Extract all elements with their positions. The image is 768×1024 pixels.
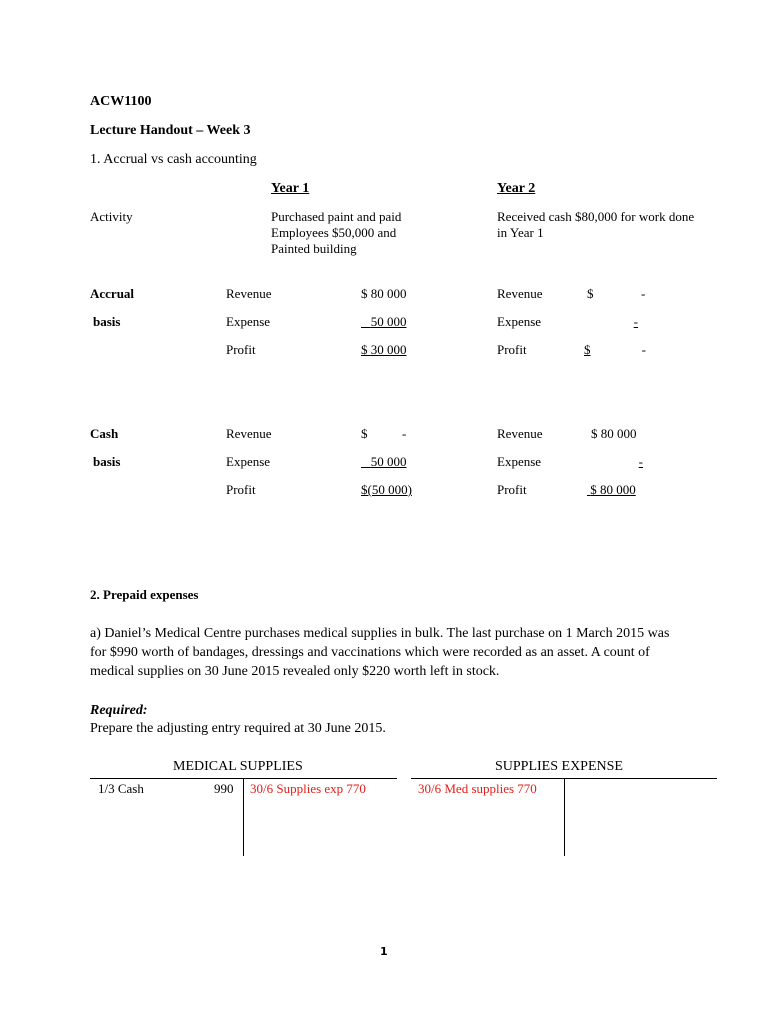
accrual-y1-profit: $ 30 000 (361, 342, 407, 357)
accrual-y1-revenue-label: Revenue (226, 286, 272, 301)
accrual-basis-label: basis (93, 314, 121, 329)
cash-y1-revenue-label: Revenue (226, 426, 272, 441)
page-number: 1 (380, 945, 388, 958)
accrual-y2-revenue-label: Revenue (497, 286, 543, 301)
year1-label: Year 1 (271, 181, 310, 196)
cash-y2-expense: - (638, 454, 643, 469)
required-label: Required: (90, 703, 148, 718)
accrual-y2-revenue-dollar: $ (587, 286, 594, 301)
cash-y2-revenue: $ 80 000 (591, 426, 637, 441)
handout-title: Lecture Handout – Week 3 (90, 123, 251, 138)
t-account-divider (564, 778, 565, 856)
required-text: Prepare the adjusting entry required at 30 June 2015. (90, 721, 386, 736)
cash-basis-label: basis (93, 454, 121, 469)
accrual-y2-revenue: - (641, 286, 646, 301)
cash-y1-revenue: - (402, 426, 407, 441)
section2-heading: 2. Prepaid expenses (90, 587, 199, 602)
cash-y2-profit: $ 80 000 (590, 482, 636, 497)
accrual-label: Accrual (90, 286, 135, 301)
cash-y2-profit-label: Profit (497, 482, 527, 497)
cash-y1-expense: 50 000 (370, 454, 407, 469)
year2-label: Year 2 (497, 181, 536, 196)
t-account-divider (243, 778, 244, 856)
t-account-credit-entry: 30/6 Supplies exp 770 (250, 781, 366, 796)
section2-paragraph: a) Daniel’s Medical Centre purchases medical supplies in bulk. The last purchase on 1 March 2015 was for $990 worth of bandages, dressings and vaccinations which were recorded as an asset. A count of medical supplies on 30 June 2015 revealed only $220 worth left in stock. (90, 626, 670, 679)
course-code: ACW1100 (90, 94, 152, 109)
t-account-debit-entry: 1/3 Cash (98, 781, 144, 796)
accrual-y2-profit: $ - (584, 342, 646, 357)
accrual-y1-revenue: $ 80 000 (361, 286, 407, 301)
accrual-y2-expense: - (633, 314, 638, 329)
cash-y1-expense-label: Expense (226, 454, 271, 469)
cash-y1-profit: $(50 000) (361, 482, 412, 497)
t-account-debit-amount: 990 (214, 781, 234, 796)
t-account-debit-entry: 30/6 Med supplies 770 (418, 781, 537, 796)
t-account-title-medical-supplies: MEDICAL SUPPLIES (173, 759, 303, 774)
t-account-title-supplies-expense: SUPPLIES EXPENSE (495, 759, 623, 774)
cash-y1-revenue-dollar: $ (361, 426, 368, 441)
accrual-y2-expense-label: Expense (497, 314, 542, 329)
accrual-y1-expense-label: Expense (226, 314, 271, 329)
year1-activity: Purchased paint and paid Employees $50,000 and Painted building (271, 209, 402, 256)
section1-heading: 1. Accrual vs cash accounting (90, 152, 257, 167)
cash-label: Cash (90, 426, 119, 441)
activity-label: Activity (90, 209, 133, 224)
cash-y2-expense-label: Expense (497, 454, 542, 469)
accrual-y1-profit-label: Profit (226, 342, 256, 357)
year2-activity: Received cash $80,000 for work done in Year 1 (497, 209, 695, 240)
accrual-y1-expense: 50 000 (370, 314, 407, 329)
cash-y2-revenue-label: Revenue (497, 426, 543, 441)
cash-y1-profit-label: Profit (226, 482, 256, 497)
accrual-y2-profit-label: Profit (497, 342, 527, 357)
